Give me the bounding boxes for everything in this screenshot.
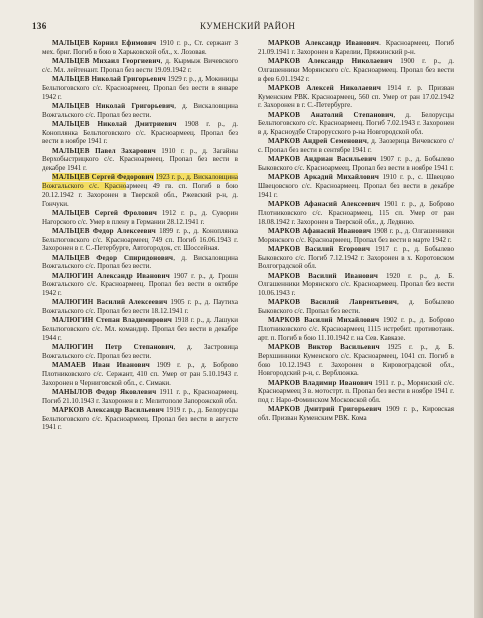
memorial-entry <box>258 39 454 57</box>
entry-text: 1919 г. р., д. Белорусцы Бельтюговского с/с. Красноармеец. Пропал без вести в августе 1941 г. <box>42 405 238 432</box>
entry-name: МАЛЬЦЕВ Михаил Георгиевич <box>52 57 161 65</box>
entry-name: МАРКОВ Афанасий Иванович <box>268 226 372 235</box>
memorial-entry <box>258 227 454 245</box>
entry-text: 1908 г. р., д. Коноплянка Бельтюговского с/с. Красноармеец. Пропал без вести в ноябре 1941 г. <box>42 119 238 146</box>
entry-text: 1908 г. р., д. Олгашенники Морянского с/с. Красноармеец. Пропал без вести в марте 1942 г. <box>258 226 454 244</box>
memorial-entry <box>258 84 454 110</box>
entry-name: МАРКОВ Василий Лаврентьевич <box>268 298 398 307</box>
entry-text: 1917 г. р., д. Бобылево Быковского с/с. Погиб 7.12.1942 г. Захоронен в х. Коротовском Волгоградской обл. <box>258 244 454 271</box>
memorial-entry <box>42 254 238 272</box>
memorial-entry <box>42 147 238 173</box>
entry-text: , д. Заозерица Вичевского с/с. Пропал без вести в сентябре 1941 г. <box>258 137 454 154</box>
entry-text: , д. Вискаловщина Вожгальского с/с. Пропал без вести. <box>42 253 238 271</box>
left-column <box>42 39 238 433</box>
memorial-entry <box>258 245 454 271</box>
memorial-entry <box>258 272 454 298</box>
memorial-entry <box>258 111 454 137</box>
entry-text: , д. Белорусцы Бельтюговского с/с. Красноармеец. Погиб 7.02.1943 г. Захоронен в д. Красноудбе Старорусского р-на Новгородской обл. <box>258 110 454 136</box>
memorial-entry <box>42 388 238 406</box>
entry-text: 1914 г. р. Призван Куменским РВК. Красноармеец, 560 сп. Умер от ран 17.02.1942 г. Захоронен в г. С.-Петербурге. <box>258 83 454 110</box>
entry-name: МАНЫЛОВ Федор Яковлевич <box>52 387 157 396</box>
memorial-entry <box>258 343 454 378</box>
entry-name: МАЛЮГИН Степан Владимирович <box>52 316 173 325</box>
entry-name: МАРКОВ Владимир Иванович <box>268 378 373 387</box>
entry-text: 1902 г. р., д. Боброво Плотниковского с/с. Красноармеец 1115 истребит. противотанк. арт. п. Погиб в бою 11.10.1942 г. на Сев. Кавказе. <box>258 316 454 342</box>
entry-text: 1912 г. р., д. Суворин Нагорского с/с. Умер в плену в Германии 28.12.1941 г. <box>42 208 238 226</box>
page-number: 136 <box>32 21 47 31</box>
highlighted-text: 1923 г. р., д. Вискаловщина Вожгальского с/с. Красно <box>42 173 238 190</box>
entry-text: 1909 г. р., д. Боброво Плотниковского с/с. Сержант, 410 сп. Умер от ран 5.10.1943 г. Захоронен в Черниговской обл., с. Симаки. <box>42 361 238 387</box>
entry-name: МАЛЬЦЕВ Николай Григорьевич <box>52 101 175 110</box>
entry-name: МАРКОВ Дмитрий Григорьевич <box>268 405 382 414</box>
entry-name: МАЛЬЦЕВ Николай Дмитриевич <box>52 119 177 128</box>
entry-text: 1929 г. р., д. Мокиницы Бельтюговского с/с. Красноармеец. Пропал без вести в январе 1942 г. <box>42 75 238 101</box>
memorial-entry <box>42 316 238 342</box>
memorial-entry <box>42 272 238 298</box>
entry-name: МАРКОВ Андриан Васильевич <box>268 155 377 164</box>
entry-text: 1923 г. р., д. Вискаловщина Вожгальского с/с. Красноармеец 49 гв. сп. Погиб в бою 20.12.1942 г. Захоронен в Тверской обл., Ржевский р-н, д. Гончуки. <box>42 173 238 208</box>
entry-name: МАЛЬЦЕВ Федор Спиридонович <box>52 253 174 262</box>
entry-name: МАЛЮГИН Петр Степанович <box>52 343 174 351</box>
entry-name: МАРКОВ Алексей Николаевич <box>268 83 381 92</box>
entry-name: МАЛЬЦЕВ Федор Алексеевич <box>52 226 156 235</box>
entry-name: МАЛЬЦЕВ Сергей Федорович <box>52 173 154 182</box>
memorial-entry <box>258 137 454 155</box>
entry-name: МАРКОВ Анатолий Степанович <box>268 110 394 119</box>
page-header <box>32 21 472 35</box>
entry-text: 1911 г. р., Морянский с/с. Красноармеец 3 в. мотострт. п. Пропал без вести в ноябре 1941 г. под г. Наро-Фоминском Московской обл. <box>258 378 454 404</box>
memorial-entry <box>42 173 238 208</box>
entry-name: МАРКОВ Виктор Васильевич <box>268 343 380 351</box>
entry-text: , д. Застровица Вожгальского с/с. Пропал без вести. <box>42 343 238 360</box>
memorial-entry <box>42 57 238 75</box>
memorial-entry <box>258 155 454 173</box>
memorial-entry <box>42 75 238 101</box>
entry-name: МАЛЬЦЕВ Сергей Фролович <box>52 208 157 217</box>
memorial-entry <box>258 405 454 423</box>
memorial-entry <box>42 102 238 120</box>
entry-name: МАРКОВ Василий Михайлович <box>268 316 380 325</box>
entry-text: 1910 г. р., с. Швецово Швецовского с/с. Красноармеец. Пропал без вести в декабре 1941 г. <box>258 173 454 199</box>
entry-name: МАРКОВ Аркадий Михайлович <box>268 173 379 182</box>
entry-text: 1909 г. р., Кировская обл. Призван Куменским РВК. Кома <box>258 405 454 422</box>
right-column <box>258 39 454 423</box>
entry-name: МАРКОВ Василий Иванович <box>268 271 379 280</box>
entry-text: . Красноармеец. Погиб 21.09.1941 г. Захоронен в Карелии, Пряжинский р-н. <box>258 39 454 56</box>
memorial-entry <box>42 361 238 387</box>
entry-text: 1910 г. р., д. Загайны Верхобыстрицкого с/с. Красноармеец. Пропал без вести в декабре 1941 г. <box>42 146 239 172</box>
entry-name: МАМАЕВ Иван Иванович <box>52 361 150 369</box>
entry-name: МАРКОВ Василий Егорович <box>268 244 371 253</box>
entry-name: МАРКОВ Александр Васильевич <box>52 405 164 414</box>
entry-text: 1925 г. р., д. Б. Верхшинники Куменского с/с. Красноармеец, 1041 сп. Погиб в бою 10.12.1943 г. Захоронен в Кировоградской обл., Новгородский р-н, с. Верблюжка. <box>258 343 454 378</box>
memorial-entry <box>258 298 454 316</box>
entry-name: МАЛЬЦЕВ Павел Захарович <box>52 146 156 155</box>
memorial-entry <box>42 298 238 316</box>
entry-text: 1907 г. р., д. Бобылево Быковского с/с. Красноармеец. Пропал без вести в ноябре 1941 г. <box>258 155 454 172</box>
memorial-entry <box>258 57 454 83</box>
entry-name: МАЛЬЦЕВ Корнил Ефимович <box>52 39 157 47</box>
entry-text: 1905 г. р., д. Паутиха Вожгальского с/с. Пропал без вести 18.12.1941 г. <box>42 298 238 315</box>
memorial-entry <box>258 316 454 342</box>
entry-text: 1907 г. р., д. Грошн Вожгальского с/с. Красноармеец. Пропал без вести в октябре 1942 г. <box>42 271 238 297</box>
memorial-entry <box>258 200 454 226</box>
entry-text: , д. Вискаловщина Вожгальского с/с. Пропал без вести. <box>42 101 238 119</box>
entry-name: МАРКОВ Андрей Семенович <box>268 137 367 146</box>
memorial-entry <box>42 343 238 361</box>
memorial-entry <box>42 120 238 146</box>
entry-name: МАРКОВ Афанасий Алексеевич <box>268 200 380 208</box>
memorial-entry <box>42 406 238 432</box>
memorial-entry <box>42 39 238 57</box>
entry-text: 1899 г. р., д. Коноплянка Бельтюговского с/с. Красноармеец 749 сп. Погиб 16.06.1943 г. Захоронен в г. С.-Петербурге, Автогородок, ст. Шоссейная. <box>42 226 238 253</box>
entry-text: 1920 г. р., д. Б. Олгашенники Морянского с/с. Красноармеец. Пропал без вести 10.06.1943 г. <box>258 271 454 297</box>
entry-name: МАРКОВ Александр Николаевич <box>268 57 393 65</box>
memorial-entry <box>42 227 238 253</box>
running-title: КУМЕНСКИЙ РАЙОН <box>200 21 296 31</box>
entry-text: 1901 г. р., д. Боброво Плотниковского с/с. Красноармеец, 115 сп. Умер от ран 18.08.1942 г. Захоронен в Тверской обл., д. Ледянно. <box>258 200 454 226</box>
memorial-entry <box>42 209 238 227</box>
entry-text: , д. Кырмыж Вичевского с/с. Мл. лейтенант. Пропал без вести 19.09.1942 г. <box>42 57 238 74</box>
entry-text: 1910 г. р., Ст. сержант 3 мех. брнг. Погиб в бою в Харьковской обл., х. Лозовая. <box>42 39 238 56</box>
entry-name: МАЛЮГИН Василий Алексеевич <box>52 298 168 307</box>
entry-name: МАЛЬЦЕВ Николай Григорьевич <box>52 75 166 83</box>
memorial-entry <box>258 173 454 199</box>
entry-text: 1911 г. р., Красноармеец. Погиб 21.10.1943 г. Захоронен в г. Мелитополе Запорожской обл. <box>42 387 238 405</box>
entry-name: МАЛЮГИН Александр Иванович <box>52 271 170 280</box>
page-edge-shadow <box>474 0 483 618</box>
entry-name: МАРКОВ Александр Иванович <box>268 39 380 47</box>
memorial-entry <box>258 379 454 405</box>
entry-text: 1900 г. р., д. Олгашенники Морянского с/с. Красноармеец. Пропал без вести в фев 6.01.1942 г. <box>258 57 454 83</box>
entry-text: , д. Бобылево Быковского с/с. Пропал без вести. <box>258 298 454 315</box>
entry-text: 1918 г. р., д. Лашуки Бельтюговского с/с. Мл. командир. Пропал без вести в декабре 1944 г. <box>42 316 238 342</box>
